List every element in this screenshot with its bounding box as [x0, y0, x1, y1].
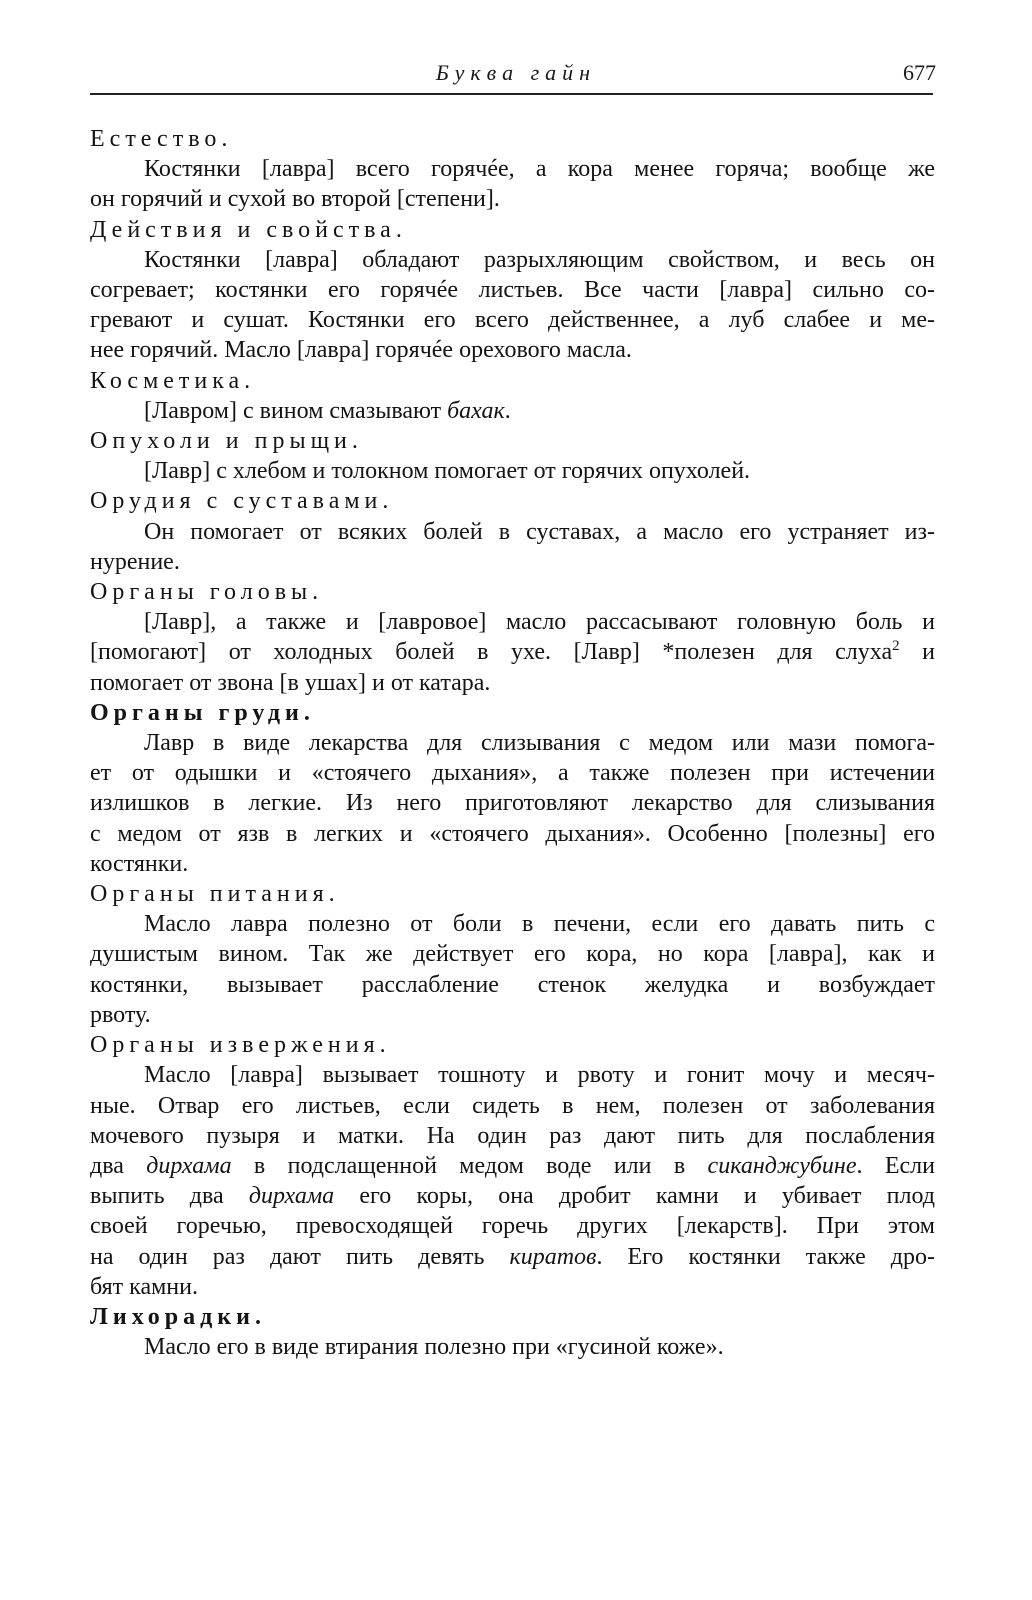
text-line: костянки, вызывает расслабление стенок желудка и возбуждает [90, 971, 935, 998]
text-line: Лавр в виде лекарства для слизывания с медом или мази помога- [144, 730, 935, 757]
text-line: ные. Отвар его листьев, если сидеть в нем, полезен от заболевания [90, 1092, 935, 1119]
text-line: бят камни. [90, 1273, 198, 1300]
text-line: душистым вином. Так же действует его кора, но кора [лавра], как и [90, 941, 935, 968]
text-line: нурение. [90, 548, 180, 575]
text-line: Костянки [лавра] обладают разрыхляющим свойством, и весь он [144, 246, 935, 273]
text-line: Костянки [лавра] всего горячée, а кора менее горяча; вообще же [144, 156, 935, 183]
italic-term: дирхама [146, 1152, 232, 1179]
text-line: излишков в легкие. Из него приготовляют лекарство для слизывания [90, 790, 935, 817]
section-heading: Орудия с суставами. [90, 488, 394, 515]
text-line: гревают и сушат. Костянки его всего действеннее, а луб слабее и ме- [90, 307, 935, 334]
text-line: Масло его в виде втирания полезно при «гусиной коже». [144, 1334, 724, 1361]
text-line: два дирхама в подслащенной медом воде или в сиканджубине. Если [90, 1152, 935, 1179]
text-line: [помогают] от холодных болей в ухе. [Лавр] *полезен для слуха$^2$ и [90, 638, 935, 666]
section-heading: Лихорадки. [90, 1303, 266, 1330]
text-line: мочевого пузыря и матки. На один раз дают пить для послабления [90, 1122, 935, 1149]
page-number: 677 [903, 60, 936, 85]
text-line: Масло лавра полезно от боли в печени, если его давать пить с [144, 911, 935, 938]
section-heading: Действия и свойства. [90, 216, 407, 243]
text-line: Масло [лавра] вызывает тошноту и рвоту и гонит мочу и месяч- [144, 1062, 935, 1089]
text-line: Он помогает от всяких болей в суставах, а масло его устраняет из- [144, 518, 935, 545]
section-heading: Опухоли и прыщи. [90, 428, 363, 455]
text-line: нее горячий. Масло [лавра] горячée орехового масла. [90, 337, 632, 364]
text-line: костянки. [90, 850, 189, 877]
text-line: помогает от звона [в ушах] и от катара. [90, 669, 491, 696]
text-line: на один раз дают пить девять киратов. Его костянки также дро- [90, 1243, 935, 1270]
section-heading: Косметика. [90, 367, 256, 394]
text-line: рвоту. [90, 1001, 151, 1028]
text-line: с медом от язв в легких и «стоячего дыхания». Особенно [полезны] его [90, 820, 935, 847]
text-line: ет от одышки и «стоячего дыхания», а также полезен при истечении [90, 760, 935, 787]
page-body [90, 124, 935, 1362]
section-heading: Естество. [90, 126, 233, 152]
section-heading: Органы груди. [90, 699, 315, 726]
section-heading: Органы питания. [90, 881, 340, 908]
section-heading: Органы извержения. [90, 1032, 391, 1059]
italic-term: бахак [447, 397, 505, 424]
italic-term: сиканджубине [707, 1152, 857, 1179]
text-line: [Лавром] с вином смазывают бахак. [144, 397, 511, 424]
footnote-marker: 2 [892, 638, 900, 655]
text-line: согревает; костянки его горячée листьев. Все части [лавра] сильно со- [90, 277, 935, 304]
text-line: выпить два дирхама его коры, она дробит камни и убивает плод [90, 1183, 935, 1210]
text-line: [Лавр] с хлебом и толокном помогает от горячих опухолей. [144, 458, 751, 485]
italic-term: дирхама [248, 1183, 335, 1210]
text-line: своей горечью, превосходящей горечь других [лекарств]. При этом [90, 1213, 935, 1240]
text-line: [Лавр], а также и [лавровое] масло рассасывают головную боль и [144, 609, 935, 636]
italic-term: киратов [509, 1243, 597, 1270]
running-title: Буква гайн [435, 60, 597, 85]
header-rule [90, 93, 933, 95]
text-line: он горячий и сухой во второй [степени]. [90, 186, 500, 213]
section-heading: Органы головы. [90, 579, 324, 606]
